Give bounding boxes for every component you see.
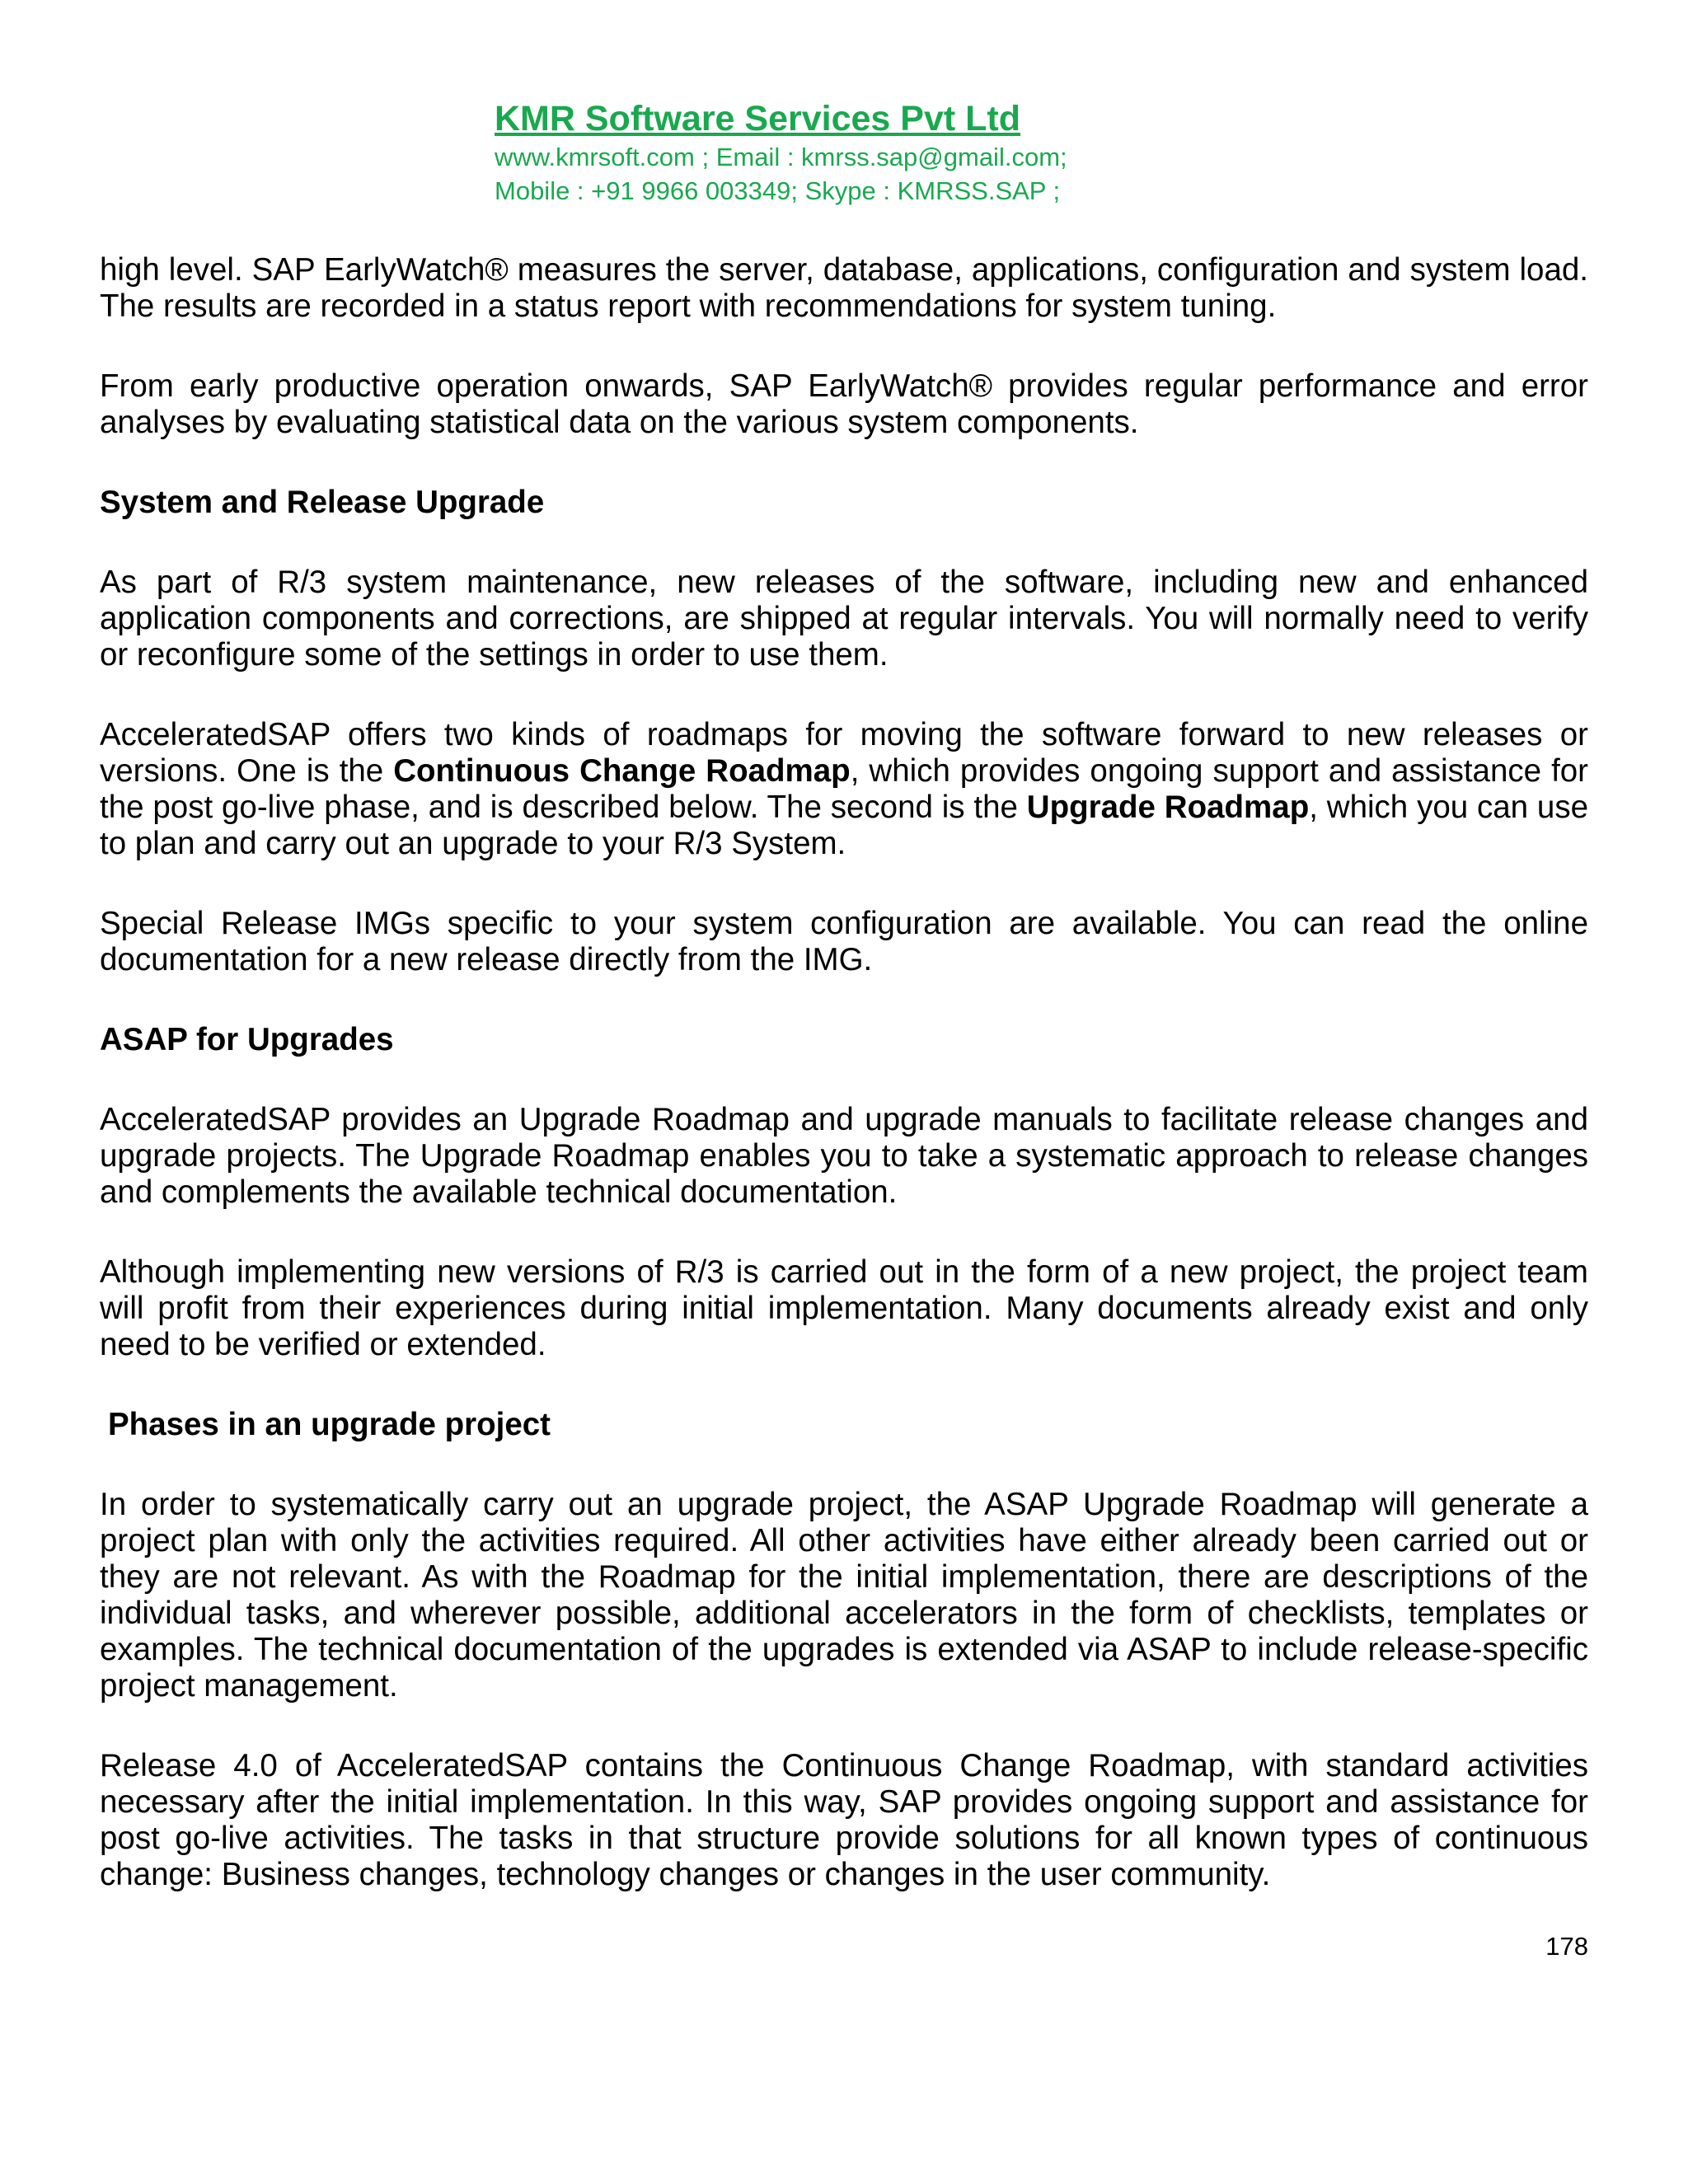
contact-line-web-email: www.kmrsoft.com ; Email : kmrss.sap@gmail.com; [495,143,1067,171]
paragraph-earlywatch-intro: high level. SAP EarlyWatch® measures the server, database, applications, configuration and system load. The results are recorded in a status report with recommendations for system tuning. [100,252,1588,324]
heading-asap-upgrades: ASAP for Upgrades [100,1022,394,1057]
document-body [100,252,1588,1893]
upgrade-roadmap-term: Upgrade Roadmap [1026,790,1310,825]
paragraph-upgrade-project-plan: In order to systematically carry out an upgrade project, the ASAP Upgrade Roadmap will generate a project plan with only the activities required. All other activities have either already been carried out or they are not relevant. As with the Roadmap for the initial implementation, there are descriptions of the individual tasks, and wherever possible, additional accelerators in the form of checklists, templates or examples. The technical documentation of the upgrades is extended via ASAP to include release-specific project management. [100,1487,1588,1704]
company-name: KMR Software Services Pvt Ltd [495,99,1021,138]
paragraph-upgrade-roadmap: AcceleratedSAP provides an Upgrade Roadmap and upgrade manuals to facilitate release changes and upgrade projects. The Upgrade Roadmap enables you to take a systematic approach to release changes and complements the available technical documentation. [100,1102,1588,1210]
paragraph-roadmaps [100,717,1588,862]
heading-system-release-upgrade: System and Release Upgrade [100,485,545,520]
paragraph-r3-maintenance: As part of R/3 system maintenance, new releases of the software, including new and enhanced application components and corrections, are shipped at regular intervals. You will normally need to verify or reconfigure some of the settings in order to use them. [100,565,1588,673]
roadmaps-text-1: AcceleratedSAP offers two kinds of roadmaps for moving the software forward to new releases or versions. One is the [100,717,1588,789]
paragraph-release-imgs: Special Release IMGs specific to your system configuration are available. You can read the online documentation for a new release directly from the IMG. [100,906,1588,977]
paragraph-continuous-change: Release 4.0 of AcceleratedSAP contains the Continuous Change Roadmap, with standard activities necessary after the initial implementation. In this way, SAP provides ongoing support and assistance for post go-live activities. The tasks in that structure provide solutions for all known types of continuous change: Business changes, technology changes or changes in the user community. [100,1748,1588,1892]
paragraph-new-versions: Although implementing new versions of R/3 is carried out in the form of a new project, the project team will profit from their experiences during initial implementation. Many documents already exist and only need to be verified or extended. [100,1254,1588,1362]
page-header [495,97,1484,208]
contact-line-phone-skype: Mobile : +91 9966 003349; Skype : KMRSS.SAP ; [495,176,1061,205]
heading-upgrade-phases: Phases in an upgrade project [108,1407,551,1442]
page-number: 178 [1545,1932,1588,1961]
paragraph-earlywatch-analyses: From early productive operation onwards, SAP EarlyWatch® provides regular performance and error analyses by evaluating statistical data on the various system components. [100,368,1588,440]
roadmaps-text-2: , which provides ongoing support and assistance for the post go-live phase, and is described below. The second is the [100,753,1588,825]
continuous-change-roadmap-term: Continuous Change Roadmap [393,753,851,789]
roadmaps-text-3: , which you can use to plan and carry out an upgrade to your R/3 System. [100,790,1588,861]
